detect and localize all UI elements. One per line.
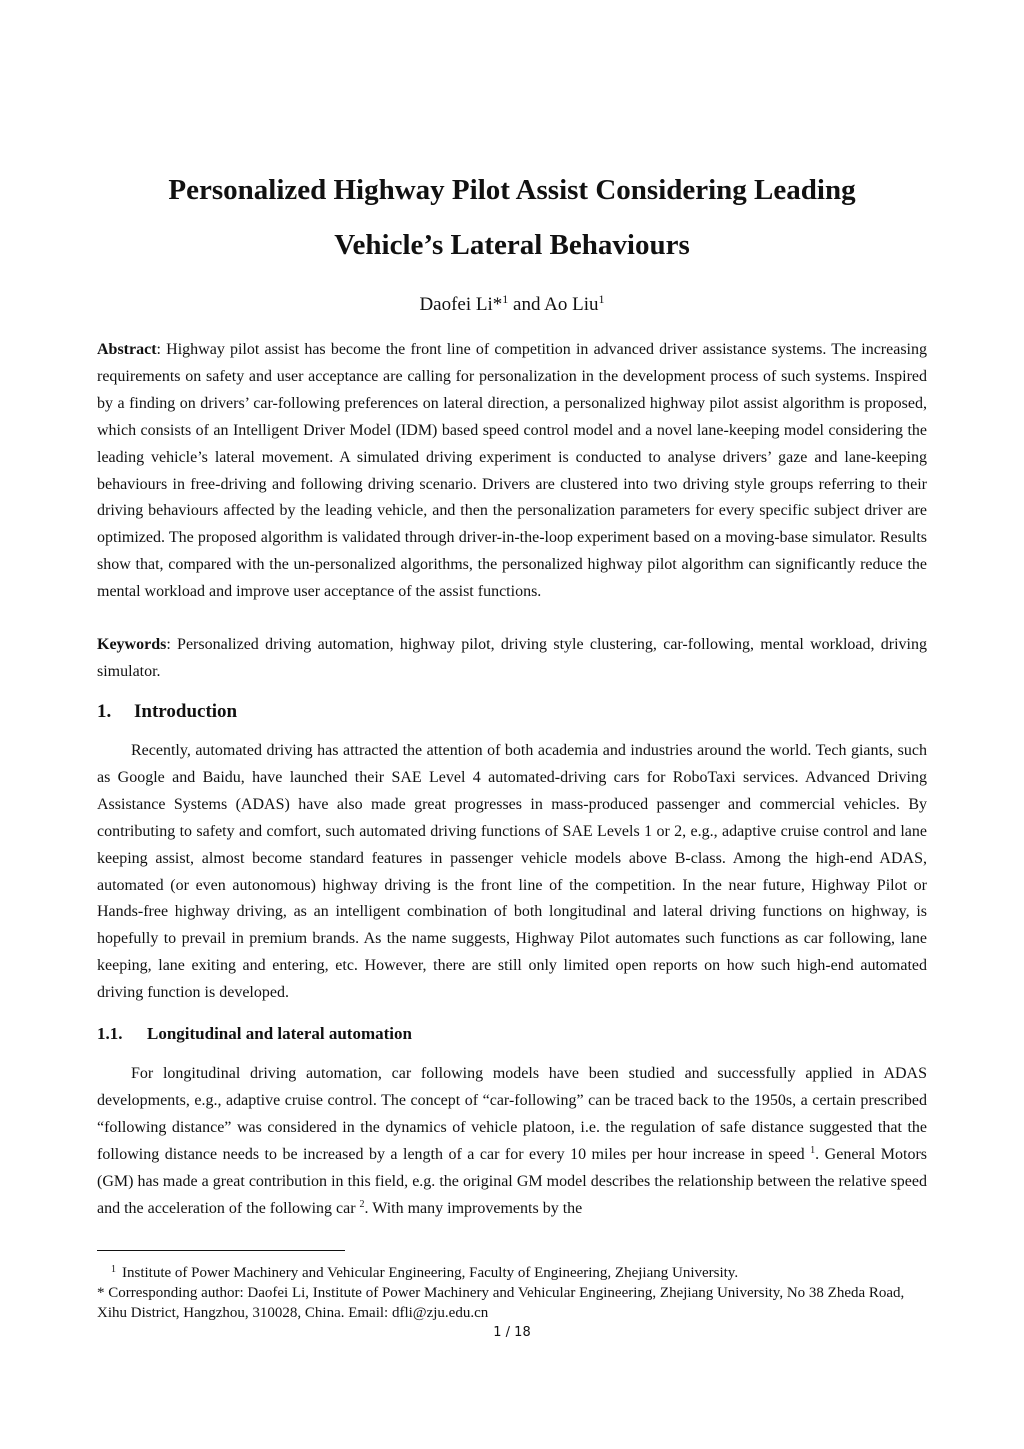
section-1-1-text-part-1: For longitudinal driving automation, car following models have been studied and successfully applied in ADAS developments, e.g., adaptive cruise control. The concept of “car-following” can be traced back to the 1950s, a certain prescribed “following distance” was considered in the dynamics of vehicle platoon, i.e. the regulation of safe distance suggested that the following distance needs to be increased by a length of a car for every 10 miles per hour increase in speed — [97, 1065, 927, 1163]
keywords-paragraph — [97, 632, 927, 686]
section-1-1-heading — [97, 1021, 412, 1047]
citation-ref-1: 1 — [810, 1144, 816, 1156]
author-1-name: Daofei Li* — [419, 294, 503, 315]
author-line — [0, 292, 1024, 318]
section-1-heading — [97, 699, 237, 725]
footnote-1-mark: 1 — [111, 1264, 116, 1275]
section-1-number: 1. — [97, 701, 112, 722]
author-conjunction: and — [508, 294, 545, 315]
author-2-affiliation-mark: 1 — [598, 292, 605, 306]
section-1-1-paragraph — [97, 1061, 927, 1222]
citation-ref-2: 2 — [359, 1198, 365, 1210]
author-1-affiliation-mark: 1 — [502, 292, 509, 306]
section-1-1-number: 1.1. — [97, 1024, 123, 1043]
page-number: 1 / 18 — [493, 1325, 531, 1340]
section-1-1-title: Longitudinal and lateral automation — [147, 1024, 412, 1043]
author-2-name: Ao Liu — [544, 294, 599, 315]
footnote-affiliation — [97, 1263, 927, 1283]
abstract-paragraph — [97, 337, 927, 606]
paper-title-line-2: Vehicle’s Lateral Behaviours — [334, 229, 690, 261]
introduction-paragraph: Recently, automated driving has attracted the attention of both academia and industries around the world. Tech giants, such as Google and Baidu, have launched their SAE Level 4 automated-driving cars for RoboTaxi services. Advanced Driving Assistance Systems (ADAS) have also made great progresses in mass-produced passenger and commercial vehicles. By contributing to safety and comfort, such automated driving functions of SAE Levels 1 or 2, e.g., adaptive cruise control and lane keeping assist, almost become standard features in passenger vehicle models above B-class. Among the high-end ADAS, automated (or even autonomous) highway driving is the front line of the competition. In the near future, Highway Pilot or Hands-free highway driving, as an intelligent combination of both longitudinal and lateral driving functions on highway, is hopefully to prevail in premium brands. As the name suggests, Highway Pilot automates such functions as car following, lane keeping, lane exiting and entering, etc. However, there are still only limited open reports on how such high-end automated driving function is developed. — [97, 742, 927, 1002]
footnote-corresponding-author: * Corresponding author: Daofei Li, Institute of Power Machinery and Vehicular Engineering, Zhejiang University, No 38 Zheda Road, Xihu District, Hangzhou, 310028, China. Email: dfli@zju.edu.cn — [97, 1285, 905, 1321]
keywords-label: Keywords — [97, 636, 167, 653]
section-1-1-text-part-2: . General Motors (GM) has made a great contribution in this field, e.g. the original GM model describes the relationship between the relative speed and the acceleration of the following car — [97, 1145, 928, 1217]
abstract-label: Abstract — [97, 341, 157, 358]
paper-title-line-1: Personalized Highway Pilot Assist Considering Leading — [168, 174, 856, 206]
section-1-title: Introduction — [134, 701, 238, 722]
section-1-1-text-part-3: . With many improvements by the — [364, 1199, 583, 1217]
keywords-text: : Personalized driving automation, highway pilot, driving style clustering, car-following, mental workload, driving simulator. — [97, 636, 927, 680]
footnote-1-text: Institute of Power Machinery and Vehicular Engineering, Faculty of Engineering, Zhejiang University. — [122, 1265, 739, 1281]
footnote-divider — [97, 1250, 345, 1251]
abstract-text: : Highway pilot assist has become the front line of competition in advanced driver assistance systems. The increasing requirements on safety and user acceptance are calling for personalization in the development process of such systems. Inspired by a finding on drivers’ car-following preferences on lateral direction, a personalized highway pilot assist algorithm is proposed, which consists of an Intelligent Driver Model (IDM) based speed control model and a novel lane-keeping model considering the leading vehicle’s lateral movement. A simulated driving experiment is conducted to analyse drivers’ gaze and lane-keeping behaviours in free-driving and following driving scenario. Drivers are clustered into two driving style groups referring to their driving behaviours affected by the leading vehicle, and then the personalization parameters for every specific subject driver are optimized. The proposed algorithm is validated through driver-in-the-loop experiment based on a moving-base simulator. Results show that, compared with the un-personalized algorithms, the personalized highway pilot algorithm can significantly reduce the mental workload and improve user acceptance of the assist functions. — [97, 341, 927, 601]
